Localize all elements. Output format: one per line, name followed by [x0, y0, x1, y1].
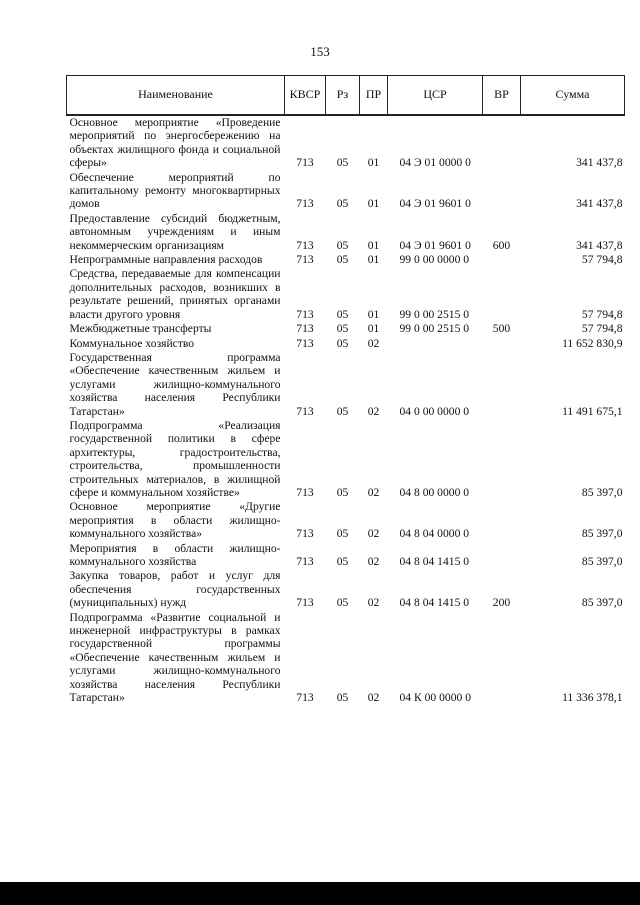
- table-row: [67, 351, 625, 419]
- row-kvsr: 713: [296, 555, 314, 568]
- table-row: [67, 322, 625, 336]
- row-name: Непрограммные направления расходов: [69, 253, 263, 267]
- row-pr: 01: [367, 197, 380, 211]
- row-vr: [483, 611, 521, 706]
- row-sum: 85 397,0: [581, 555, 623, 568]
- row-pr: 01: [367, 238, 380, 252]
- row-name: Обеспечение мероприятий по капитальному ремонту многоквартирных домов: [69, 170, 281, 211]
- row-kvsr: 713: [296, 238, 314, 252]
- row-rz: 05: [336, 527, 349, 541]
- row-csr: 04 Э 01 9601 0: [399, 238, 471, 252]
- row-pr: 02: [367, 404, 380, 418]
- row-rz: 05: [336, 555, 349, 568]
- row-kvsr: 713: [296, 527, 314, 541]
- row-name: Коммунальное хозяйство: [69, 336, 195, 350]
- table-row: [67, 542, 625, 570]
- row-sum: 341 437,8: [576, 197, 623, 211]
- row-vr: [483, 337, 521, 351]
- row-pr: 02: [367, 555, 380, 568]
- budget-table-container: [66, 75, 624, 705]
- row-name: Предоставление субсидий бюджетным, автономным учреждениям и иным некоммерческим организациям: [69, 211, 281, 252]
- row-vr: [483, 115, 521, 171]
- row-name: Государственная программа «Обеспечение качественным жильем и услугами жилищно-коммунального хозяйства населения Республики Татарстан»: [69, 350, 281, 418]
- row-vr: 500: [492, 322, 511, 336]
- row-pr: 02: [367, 527, 380, 541]
- row-pr: 02: [367, 336, 380, 350]
- row-csr: 04 8 04 0000 0: [399, 527, 470, 541]
- row-kvsr: 713: [296, 322, 314, 336]
- row-name: Межбюджетные трансферты: [69, 322, 212, 336]
- row-csr: 04 Э 01 0000 0: [399, 156, 471, 170]
- table-row: [67, 267, 625, 322]
- row-kvsr: 713: [296, 485, 314, 499]
- budget-table: [66, 75, 625, 705]
- row-csr: 99 0 00 0000 0: [399, 253, 470, 267]
- row-sum: 85 397,0: [581, 596, 623, 610]
- row-kvsr: 713: [296, 404, 314, 418]
- row-pr: 01: [367, 253, 380, 267]
- row-vr: [483, 542, 521, 570]
- row-name: Подпрограмма «Развитие социальной и инженерной инфраструктуры в рамках государственной программы «Обеспечение качественным жильем и услугами жилищно-коммунального хозяйства населения Республики Татарстан»: [69, 610, 281, 705]
- row-name: Подпрограмма «Реализация государственной политики в сфере архитектуры, градостроительства, строительства, промышленности строительных материалов, в жилищной сфере и коммунальном хозяйстве»: [69, 418, 281, 499]
- row-csr: 99 0 00 2515 0: [399, 307, 470, 321]
- row-pr: 01: [367, 156, 380, 170]
- column-header-vr: ВР: [483, 76, 521, 116]
- page-number: 153: [310, 44, 330, 59]
- row-pr: 01: [367, 307, 380, 321]
- row-sum: 57 794,8: [581, 253, 623, 267]
- row-sum: 341 437,8: [576, 238, 623, 252]
- table-row: [67, 500, 625, 541]
- row-name: Закупка товаров, работ и услуг для обеспечения государственных (муниципальных) нужд: [69, 569, 281, 610]
- table-row: [67, 337, 625, 351]
- row-rz: 05: [336, 596, 349, 610]
- row-kvsr: 713: [296, 307, 314, 321]
- row-csr: 04 К 00 0000 0: [399, 691, 471, 705]
- row-sum: 57 794,8: [581, 307, 623, 321]
- table-row: [67, 611, 625, 706]
- row-csr: [388, 337, 483, 351]
- row-csr: 04 0 00 0000 0: [399, 404, 470, 418]
- row-csr: 04 Э 01 9601 0: [399, 197, 471, 211]
- row-sum: 11 652 830,9: [562, 336, 623, 350]
- row-rz: 05: [336, 197, 349, 211]
- row-rz: 05: [336, 322, 349, 336]
- row-sum: 85 397,0: [581, 485, 623, 499]
- row-csr: 99 0 00 2515 0: [399, 322, 470, 336]
- row-name: Мероприятия в области жилищно-коммунального хозяйства: [69, 541, 281, 568]
- table-row: [67, 171, 625, 212]
- row-vr: 600: [492, 238, 511, 252]
- table-row: [67, 212, 625, 253]
- row-rz: 05: [336, 307, 349, 321]
- row-csr: 04 8 04 1415 0: [399, 596, 470, 610]
- row-pr: 02: [367, 596, 380, 610]
- row-csr: 04 8 04 1415 0: [399, 555, 470, 568]
- row-rz: 05: [336, 156, 349, 170]
- row-vr: [483, 253, 521, 267]
- row-rz: 05: [336, 336, 349, 350]
- row-rz: 05: [336, 404, 349, 418]
- row-pr: 02: [367, 691, 380, 705]
- column-header-name: Наименование: [67, 76, 285, 116]
- row-sum: 11 491 675,1: [562, 404, 623, 418]
- column-header-kvsr: КВСР: [285, 76, 326, 116]
- row-name: Основное мероприятие «Другие мероприятия в области жилищно-коммунального хозяйства»: [69, 500, 281, 541]
- row-vr: [483, 351, 521, 419]
- row-vr: [483, 267, 521, 322]
- row-rz: 05: [336, 253, 349, 267]
- table-body: [67, 115, 625, 705]
- scan-bottom-edge: [0, 882, 640, 905]
- row-vr: [483, 419, 521, 500]
- row-vr: 200: [492, 596, 511, 610]
- table-row: [67, 569, 625, 610]
- column-header-csr: ЦСР: [388, 76, 483, 116]
- row-kvsr: 713: [296, 253, 314, 267]
- table-row: [67, 115, 625, 171]
- row-rz: 05: [336, 691, 349, 705]
- table-row: [67, 253, 625, 267]
- row-kvsr: 713: [296, 156, 314, 170]
- table-header: [67, 76, 625, 116]
- row-kvsr: 713: [296, 691, 314, 705]
- row-sum: 57 794,8: [581, 322, 623, 336]
- column-header-pr: ПР: [360, 76, 388, 116]
- row-kvsr: 713: [296, 197, 314, 211]
- row-name: Основное мероприятие «Проведение мероприятий по энергосбережению на объектах жилищного фонда и социальной сферы»: [69, 116, 281, 170]
- row-sum: 11 336 378,1: [562, 691, 623, 705]
- row-kvsr: 713: [296, 596, 314, 610]
- row-name: Средства, передаваемые для компенсации дополнительных расходов, возникших в результате решений, принятых органами власти другого уровня: [69, 267, 281, 321]
- column-header-rz: Рз: [326, 76, 360, 116]
- column-header-sum: Сумма: [521, 76, 625, 116]
- row-pr: 02: [367, 485, 380, 499]
- row-csr: 04 8 00 0000 0: [399, 485, 470, 499]
- row-kvsr: 713: [296, 336, 314, 350]
- row-rz: 05: [336, 485, 349, 499]
- row-sum: 341 437,8: [576, 156, 623, 170]
- row-sum: 85 397,0: [581, 527, 623, 541]
- table-row: [67, 419, 625, 500]
- row-rz: 05: [336, 238, 349, 252]
- row-vr: [483, 171, 521, 212]
- row-vr: [483, 500, 521, 541]
- row-pr: 01: [367, 322, 380, 336]
